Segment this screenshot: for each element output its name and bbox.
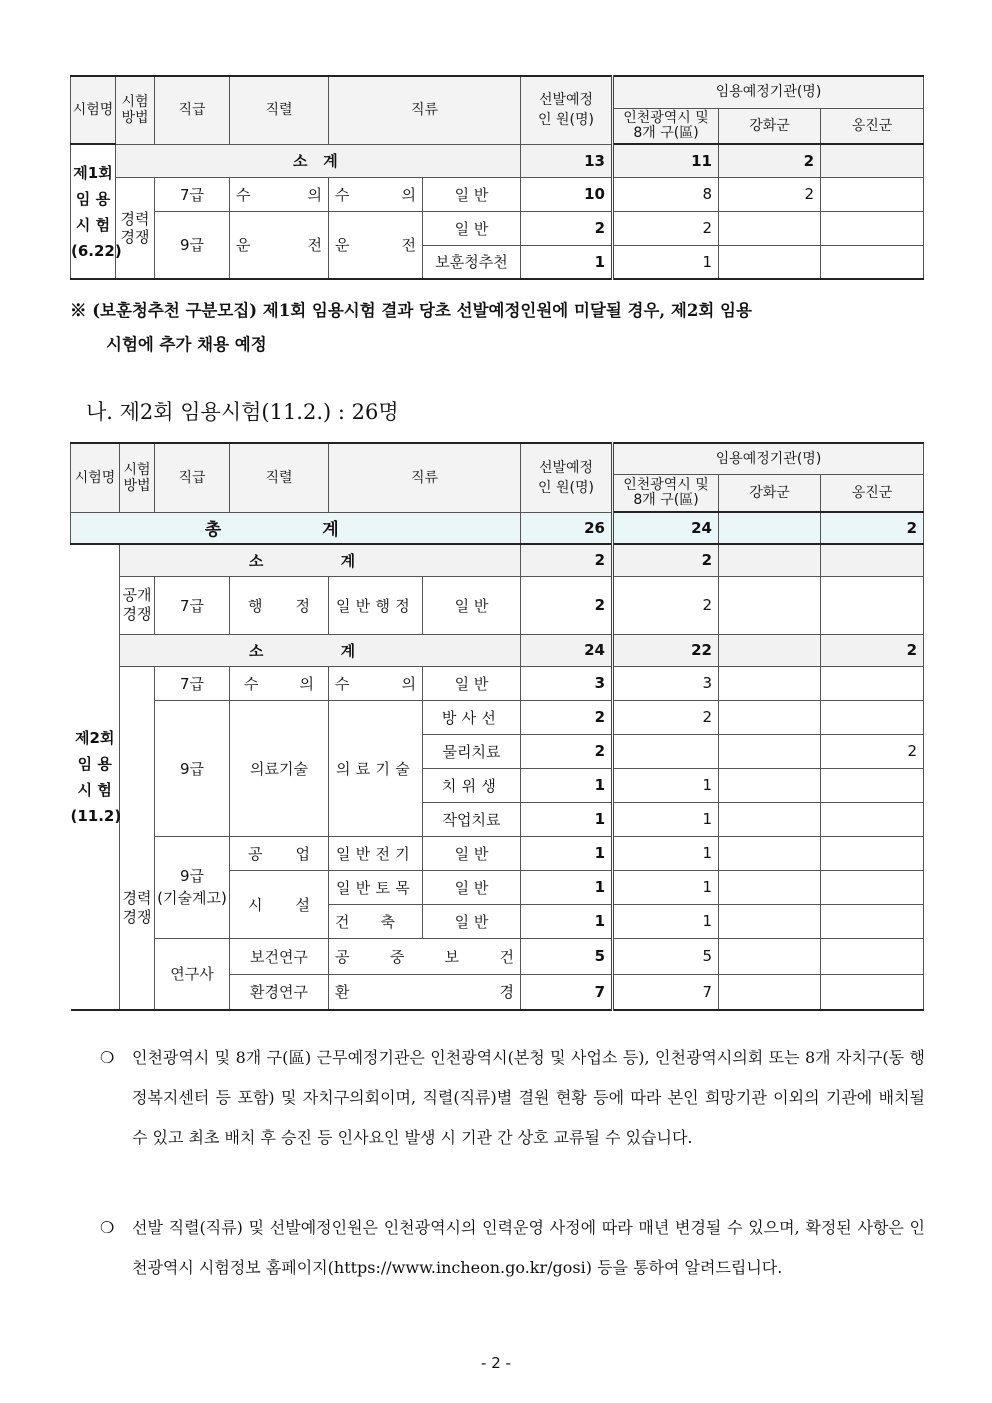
incheon-cell: 2 <box>613 576 719 634</box>
planned-cell: 1 <box>521 836 613 870</box>
section-heading-exam-2: 나. 제2회 임용시험(11.2.) : 26명 <box>86 400 399 424</box>
subcategory-cell: 물리치료 <box>423 734 521 768</box>
subcategory-cell: 일 반 <box>423 870 521 904</box>
header-ganghwa: 강화군 <box>719 474 821 512</box>
incheon-cell: 2 <box>613 211 719 245</box>
series-cell: 의료기술 <box>230 700 329 836</box>
incheon-cell: 1 <box>613 904 719 938</box>
ongjin-cell <box>821 974 924 1010</box>
page-number: - 2 - <box>481 1354 511 1372</box>
series-cell: 수 의 <box>230 177 329 211</box>
header-exam-method: 시험 방법 <box>116 76 155 144</box>
ongjin-cell <box>821 802 924 836</box>
planned-cell: 1 <box>521 768 613 802</box>
paragraph-text: 인천광역시 및 8개 구(區) 근무예정기관은 인천광역시(본청 및 사업소 등), 인천광역시의회 또는 8개 자치구(동 행정복지센터 등 포함) 및 자치구의회이며, 직렬(직류)별 결원 현황 등에 따라 본인 희망기관 이외의 기관에 배치될 수 있고 최초 배치 후 승진 등 인사요인 발생 시 기관 간 상호 교류될 수 있습니다. <box>132 1048 925 1147</box>
paragraph-change-info <box>100 1208 925 1288</box>
grade-cell: 7급 <box>155 576 230 634</box>
total-ganghwa <box>719 512 821 544</box>
recruitment-table-2 <box>70 442 924 1011</box>
category-cell: 운 전 <box>329 211 423 279</box>
planned-cell: 1 <box>521 870 613 904</box>
ongjin-cell <box>821 666 924 700</box>
ongjin-cell <box>821 768 924 802</box>
header-planned: 선발예정 인 원(명) <box>521 76 613 144</box>
subtotal-ongjin <box>821 144 924 177</box>
method-career: 경력 경쟁 <box>116 177 155 279</box>
series-cell: 공 업 <box>230 836 329 870</box>
ganghwa-cell <box>719 802 821 836</box>
category-cell: 수 의 <box>329 666 423 700</box>
note-line-1: (보훈청추천 구분모집) 제1회 임용시험 결과 당초 선발예정인원에 미달될 경우, 제2회 임용 <box>92 301 752 320</box>
planned-cell: 1 <box>521 904 613 938</box>
ongjin-cell <box>821 870 924 904</box>
ganghwa-cell: 2 <box>719 177 821 211</box>
ganghwa-cell <box>719 700 821 734</box>
header-series: 직렬 <box>230 76 329 144</box>
ganghwa-cell <box>719 974 821 1010</box>
ganghwa-cell <box>719 734 821 768</box>
ongjin-cell <box>821 836 924 870</box>
subcategory-cell: 일 반 <box>423 904 521 938</box>
header-category: 직류 <box>329 443 521 512</box>
subcategory-cell: 일 반 <box>423 177 521 211</box>
category-cell: 의료기술 <box>329 700 423 836</box>
subcategory-cell: 일 반 <box>423 836 521 870</box>
header-ganghwa: 강화군 <box>719 108 821 144</box>
ongjin-cell <box>821 211 924 245</box>
series-cell: 환경연구 <box>230 974 329 1010</box>
planned-cell: 1 <box>521 802 613 836</box>
ganghwa-cell <box>719 836 821 870</box>
ganghwa-cell <box>719 245 821 279</box>
subcategory-cell: 보훈청추천 <box>423 245 521 279</box>
series-cell: 수 의 <box>230 666 329 700</box>
category-cell: 일반전기 <box>329 836 423 870</box>
ganghwa-cell <box>719 211 821 245</box>
category-cell: 수 의 <box>329 177 423 211</box>
subcategory-cell: 일 반 <box>423 211 521 245</box>
incheon-cell: 5 <box>613 938 719 974</box>
incheon-cell: 7 <box>613 974 719 1010</box>
subtotal-ongjin <box>821 544 924 576</box>
incheon-cell: 8 <box>613 177 719 211</box>
subtotal-ongjin: 2 <box>821 634 924 666</box>
grade-cell: 7급 <box>155 177 230 211</box>
incheon-cell: 1 <box>613 245 719 279</box>
incheon-cell: 3 <box>613 666 719 700</box>
subtotal-label: 소 계 <box>116 144 521 177</box>
planned-cell: 2 <box>521 700 613 734</box>
planned-cell: 10 <box>521 177 613 211</box>
total-incheon: 24 <box>613 512 719 544</box>
ongjin-cell: 2 <box>821 734 924 768</box>
header-category: 직류 <box>329 76 521 144</box>
incheon-cell: 2 <box>613 700 719 734</box>
subtotal-incheon: 2 <box>613 544 719 576</box>
incheon-cell: 1 <box>613 802 719 836</box>
note-mark: ※ <box>70 301 87 320</box>
bullet-icon: ❍ <box>100 1048 115 1067</box>
subcategory-cell: 방사선 <box>423 700 521 734</box>
recruitment-note <box>70 294 925 362</box>
exam-label-2: 제2회 임 용 시 험 (11.2) <box>71 544 120 1010</box>
series-cell: 행 정 <box>230 576 329 634</box>
header-ongjin: 옹진군 <box>821 108 924 144</box>
planned-cell: 1 <box>521 245 613 279</box>
ongjin-cell <box>821 576 924 634</box>
planned-cell: 7 <box>521 974 613 1010</box>
ongjin-cell <box>821 177 924 211</box>
subcategory-cell: 작업치료 <box>423 802 521 836</box>
header-incheon: 인천광역시 및 8개 구(區) <box>613 108 719 144</box>
ongjin-cell <box>821 938 924 974</box>
header-exam-name: 시험명 <box>71 443 120 512</box>
subtotal-incheon: 22 <box>613 634 719 666</box>
subtotal-incheon: 11 <box>613 144 719 177</box>
grade-cell: 연구사 <box>155 938 230 1010</box>
subtotal-ganghwa <box>719 634 821 666</box>
subtotal-ganghwa: 2 <box>719 144 821 177</box>
incheon-cell: 1 <box>613 768 719 802</box>
ganghwa-cell <box>719 768 821 802</box>
total-ongjin: 2 <box>821 512 924 544</box>
category-cell: 공 중 보 건 <box>329 938 521 974</box>
paragraph-agency-info <box>100 1038 925 1158</box>
grade-cell: 9급 <box>155 211 230 279</box>
category-cell: 일반행정 <box>329 576 423 634</box>
incheon-cell: 1 <box>613 870 719 904</box>
recruitment-table-1 <box>70 75 924 280</box>
subtotal-label: 소 계 <box>120 634 521 666</box>
subcategory-cell: 일 반 <box>423 576 521 634</box>
method-open: 공개 경쟁 <box>120 576 155 634</box>
grade-cell: 9급 (기술계고) <box>155 836 230 938</box>
total-label: 총 계 <box>71 512 521 544</box>
header-grade: 직급 <box>155 443 230 512</box>
category-cell: 환 경 <box>329 974 521 1010</box>
grade-cell: 9급 <box>155 700 230 836</box>
method-career: 경력 경쟁 <box>120 666 155 1010</box>
category-cell: 일반토목 <box>329 870 423 904</box>
header-agency-group: 임용예정기관(명) <box>613 76 924 108</box>
header-planned: 선발예정 인 원(명) <box>521 443 613 512</box>
grade-cell: 7급 <box>155 666 230 700</box>
ganghwa-cell <box>719 904 821 938</box>
ganghwa-cell <box>719 938 821 974</box>
note-line-2: 시험에 추가 채용 예정 <box>106 335 267 354</box>
series-cell: 보건연구 <box>230 938 329 974</box>
subtotal-ganghwa <box>719 544 821 576</box>
ganghwa-cell <box>719 666 821 700</box>
header-ongjin: 옹진군 <box>821 474 924 512</box>
planned-cell: 2 <box>521 576 613 634</box>
subtotal-planned: 13 <box>521 144 613 177</box>
planned-cell: 3 <box>521 666 613 700</box>
subtotal-planned: 24 <box>521 634 613 666</box>
ongjin-cell <box>821 700 924 734</box>
category-cell: 건 축 <box>329 904 423 938</box>
bullet-icon: ❍ <box>100 1218 115 1237</box>
incheon-cell: 1 <box>613 836 719 870</box>
header-exam-method: 시험 방법 <box>120 443 155 512</box>
total-planned: 26 <box>521 512 613 544</box>
subcategory-cell: 치위생 <box>423 768 521 802</box>
series-cell: 시 설 <box>230 870 329 938</box>
ongjin-cell <box>821 904 924 938</box>
header-agency-group: 임용예정기관(명) <box>613 443 924 474</box>
subcategory-cell: 일 반 <box>423 666 521 700</box>
ongjin-cell <box>821 245 924 279</box>
subtotal-planned: 2 <box>521 544 613 576</box>
header-incheon: 인천광역시 및 8개 구(區) <box>613 474 719 512</box>
ganghwa-cell <box>719 576 821 634</box>
ganghwa-cell <box>719 870 821 904</box>
planned-cell: 5 <box>521 938 613 974</box>
header-exam-name: 시험명 <box>71 76 116 144</box>
planned-cell: 2 <box>521 734 613 768</box>
subtotal-label: 소 계 <box>120 544 521 576</box>
planned-cell: 2 <box>521 211 613 245</box>
header-grade: 직급 <box>155 76 230 144</box>
exam-label-1: 제1회 임 용 시 험 (6.22) <box>71 144 116 279</box>
paragraph-text: 선발 직렬(직류) 및 선발예정인원은 인천광역시의 인력운영 사정에 따라 매년 변경될 수 있으며, 확정된 사항은 인천광역시 시험정보 홈페이지(https://www.incheon.go.kr/gosi) 등을 통하여 알려드립니다. <box>132 1218 925 1277</box>
series-cell: 운 전 <box>230 211 329 279</box>
header-series: 직렬 <box>230 443 329 512</box>
incheon-cell <box>613 734 719 768</box>
